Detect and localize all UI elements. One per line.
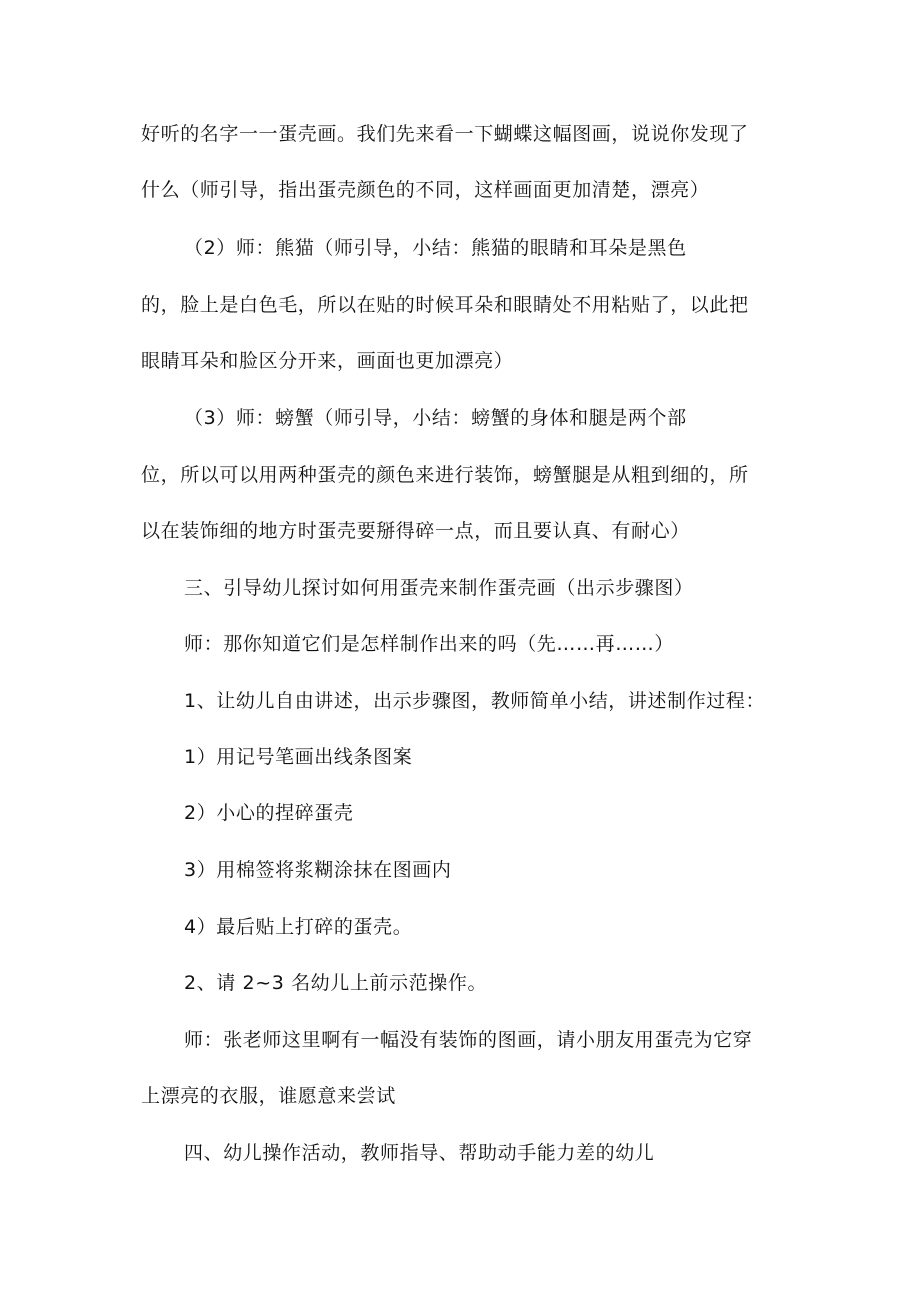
list-item: 3）用棉签将浆糊涂抹在图画内 xyxy=(184,859,452,881)
section-heading: 四、幼儿操作活动，教师指导、帮助动手能力差的幼儿 xyxy=(184,1142,655,1164)
list-item: 4）最后贴上打碎的蛋壳。 xyxy=(184,916,413,938)
paragraph-line: 1、让幼儿自由讲述，出示步骤图，教师简单小结，讲述制作过程： xyxy=(184,690,766,712)
paragraph-line: 的，脸上是白色毛，所以在贴的时候耳朵和眼睛处不用粘贴了，以此把 xyxy=(141,294,749,316)
paragraph-line: 好听的名字一一蛋壳画。我们先来看一下蝴蝶这幅图画，说说你发现了 xyxy=(141,123,749,145)
paragraph-line: 位，所以可以用两种蛋壳的颜色来进行装饰，螃蟹腿是从粗到细的，所 xyxy=(141,464,749,486)
paragraph-line: 以在装饰细的地方时蛋壳要掰得碎一点，而且要认真、有耐心） xyxy=(141,520,690,542)
paragraph-line: （3）师：螃蟹（师引导，小结：螃蟹的身体和腿是两个部 xyxy=(184,407,687,429)
paragraph-line: 眼睛耳朵和脸区分开来，画面也更加漂亮） xyxy=(141,350,514,372)
paragraph-line: （2）师：熊猫（师引导，小结：熊猫的眼睛和耳朵是黑色 xyxy=(184,237,687,259)
paragraph-line: 上漂亮的衣服，谁愿意来尝试 xyxy=(141,1085,396,1107)
paragraph-line: 师：张老师这里啊有一幅没有装饰的图画，请小朋友用蛋壳为它穿 xyxy=(184,1029,753,1051)
paragraph-line: 2、请 2~3 名幼儿上前示范操作。 xyxy=(184,972,488,994)
section-heading: 三、引导幼儿探讨如何用蛋壳来制作蛋壳画（出示步骤图） xyxy=(184,577,694,599)
list-item: 2）小心的捏碎蛋壳 xyxy=(184,802,354,824)
list-item: 1）用记号笔画出线条图案 xyxy=(184,746,413,768)
paragraph-line: 师：那你知道它们是怎样制作出来的吗（先……再……） xyxy=(184,633,675,655)
paragraph-line: 什么（师引导，指出蛋壳颜色的不同，这样画面更加清楚，漂亮） xyxy=(141,179,710,201)
